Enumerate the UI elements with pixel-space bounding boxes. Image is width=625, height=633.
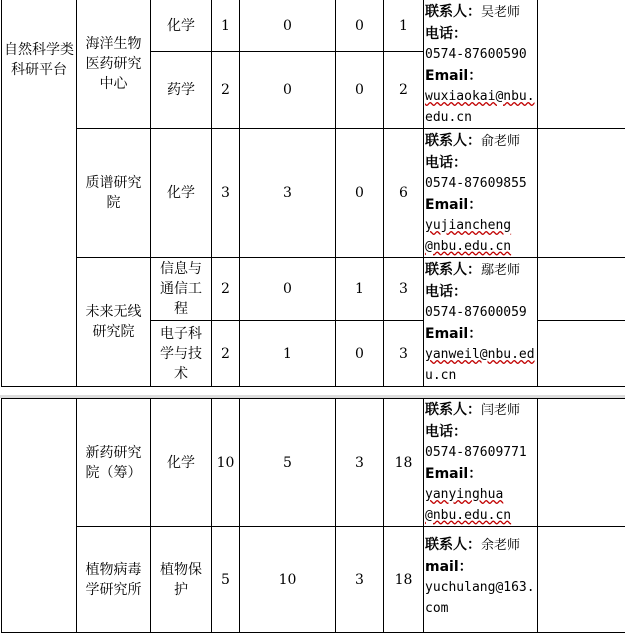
count-cell xyxy=(336,321,384,387)
phone-number: 0574-87600059 xyxy=(425,303,537,324)
count-3: 0 xyxy=(355,82,364,98)
total-cell xyxy=(384,258,424,321)
count-total: 1 xyxy=(399,18,408,34)
mail-label: mail： xyxy=(425,559,473,575)
email-label: Email： xyxy=(425,466,482,482)
count-cell xyxy=(212,52,240,129)
count-cell xyxy=(240,399,336,527)
email-line-2: @nbu.edu.cn xyxy=(425,508,511,523)
institute-cell xyxy=(77,0,151,129)
count-total: 3 xyxy=(399,346,408,362)
count-3: 0 xyxy=(355,185,364,201)
contact-name: 闫老师 xyxy=(481,403,520,418)
email-line-2: edu.cn xyxy=(425,108,537,129)
contact-label: 联系人： xyxy=(425,262,481,278)
count-total: 18 xyxy=(395,572,413,588)
major-name: 电子科学与技术 xyxy=(151,324,211,384)
email-line-1: yuchulang@163. xyxy=(425,578,537,599)
institute-name: 新药研究院（筹） xyxy=(77,443,150,483)
blank-cell xyxy=(538,527,625,633)
email-label: Email： xyxy=(425,197,482,213)
major-name: 信息与通信工程 xyxy=(151,259,211,319)
upper-table xyxy=(1,0,625,387)
institute-cell xyxy=(77,527,151,633)
count-1: 2 xyxy=(221,281,230,297)
email-line-1: yanyinghua xyxy=(425,487,503,502)
count-3: 0 xyxy=(355,18,364,34)
blank-cell xyxy=(538,321,625,387)
total-cell xyxy=(384,527,424,633)
phone-label: 电话： xyxy=(425,155,467,171)
major-cell xyxy=(151,52,212,129)
count-cell xyxy=(240,0,336,52)
count-2: 0 xyxy=(283,82,292,98)
email-line-2: u.cn xyxy=(425,366,537,387)
phone-number: 0574-87600590 xyxy=(425,45,537,66)
count-total: 2 xyxy=(399,82,408,98)
count-2: 1 xyxy=(283,346,292,362)
total-cell xyxy=(384,129,424,258)
count-2: 3 xyxy=(283,185,292,201)
count-total: 6 xyxy=(399,185,408,201)
count-cell xyxy=(212,129,240,258)
count-cell xyxy=(212,527,240,633)
category-cell xyxy=(2,0,77,387)
count-cell xyxy=(336,258,384,321)
count-cell xyxy=(240,258,336,321)
count-2: 0 xyxy=(283,18,292,34)
count-3: 0 xyxy=(355,346,364,362)
phone-number: 0574-87609855 xyxy=(425,174,537,195)
count-cell xyxy=(336,527,384,633)
count-2: 10 xyxy=(279,572,297,588)
count-cell xyxy=(212,321,240,387)
count-cell xyxy=(336,399,384,527)
major-name: 药学 xyxy=(167,82,195,98)
email-line-2: @nbu.edu.cn xyxy=(425,239,511,254)
institute-name: 海洋生物医药研究中心 xyxy=(77,34,150,94)
blank-cell xyxy=(538,399,625,527)
count-cell xyxy=(336,52,384,129)
contact-cell xyxy=(424,399,538,527)
contact-cell xyxy=(424,258,538,387)
email-line-1: yanweil@nbu.ed xyxy=(425,347,535,362)
major-cell xyxy=(151,0,212,52)
count-cell xyxy=(336,0,384,52)
contact-name: 鄢老师 xyxy=(481,263,520,278)
email-line-1: yujiancheng xyxy=(425,218,511,233)
count-cell xyxy=(240,129,336,258)
institute-cell xyxy=(77,129,151,258)
contact-name: 俞老师 xyxy=(481,134,520,149)
contact-cell xyxy=(424,527,538,633)
total-cell xyxy=(384,399,424,527)
count-1: 10 xyxy=(217,455,235,471)
count-total: 3 xyxy=(399,281,408,297)
email-line-1: wuxiaokai@nbu. xyxy=(425,89,535,104)
count-cell xyxy=(212,399,240,527)
contact-cell xyxy=(424,0,538,129)
contact-label: 联系人： xyxy=(425,402,481,418)
email-label: Email： xyxy=(425,326,482,342)
phone-label: 电话： xyxy=(425,26,467,42)
email-line-2: com xyxy=(425,599,537,620)
count-1: 5 xyxy=(221,572,230,588)
major-name: 化学 xyxy=(167,185,195,201)
count-3: 1 xyxy=(355,281,364,297)
blank-cell xyxy=(538,0,625,129)
total-cell xyxy=(384,0,424,52)
contact-label: 联系人： xyxy=(425,537,481,553)
contact-cell xyxy=(424,129,538,258)
blank-cell xyxy=(538,258,625,321)
category-cell xyxy=(2,399,77,633)
phone-label: 电话： xyxy=(425,424,467,440)
major-name: 植物保护 xyxy=(151,560,211,600)
count-1: 2 xyxy=(221,82,230,98)
institute-cell xyxy=(77,399,151,527)
count-1: 3 xyxy=(221,185,230,201)
institute-name: 植物病毒学研究所 xyxy=(77,560,150,600)
major-cell xyxy=(151,321,212,387)
count-1: 2 xyxy=(221,346,230,362)
total-cell xyxy=(384,321,424,387)
contact-name: 吴老师 xyxy=(481,5,520,20)
count-total: 18 xyxy=(395,455,413,471)
count-cell xyxy=(240,52,336,129)
count-cell xyxy=(336,129,384,258)
email-label: Email： xyxy=(425,68,482,84)
major-name: 化学 xyxy=(167,18,195,34)
major-cell xyxy=(151,129,212,258)
count-1: 1 xyxy=(221,18,230,34)
institute-name: 未来无线研究院 xyxy=(77,302,150,342)
institute-name: 质谱研究院 xyxy=(77,173,150,213)
count-2: 0 xyxy=(283,281,292,297)
institute-cell xyxy=(77,258,151,387)
count-3: 3 xyxy=(355,572,364,588)
lower-table xyxy=(1,398,625,633)
count-3: 3 xyxy=(355,455,364,471)
blank-cell xyxy=(538,129,625,258)
phone-number: 0574-87609771 xyxy=(425,443,537,464)
count-cell xyxy=(212,258,240,321)
category-text: 自然科学类科研平台 xyxy=(2,40,76,80)
contact-name: 余老师 xyxy=(481,538,520,553)
count-cell xyxy=(212,0,240,52)
total-cell xyxy=(384,52,424,129)
count-2: 5 xyxy=(283,455,292,471)
major-cell xyxy=(151,258,212,321)
count-cell xyxy=(240,321,336,387)
contact-label: 联系人： xyxy=(425,4,481,20)
phone-label: 电话： xyxy=(425,284,467,300)
major-cell xyxy=(151,399,212,527)
count-cell xyxy=(240,527,336,633)
major-cell xyxy=(151,527,212,633)
major-name: 化学 xyxy=(167,455,195,471)
contact-label: 联系人： xyxy=(425,133,481,149)
